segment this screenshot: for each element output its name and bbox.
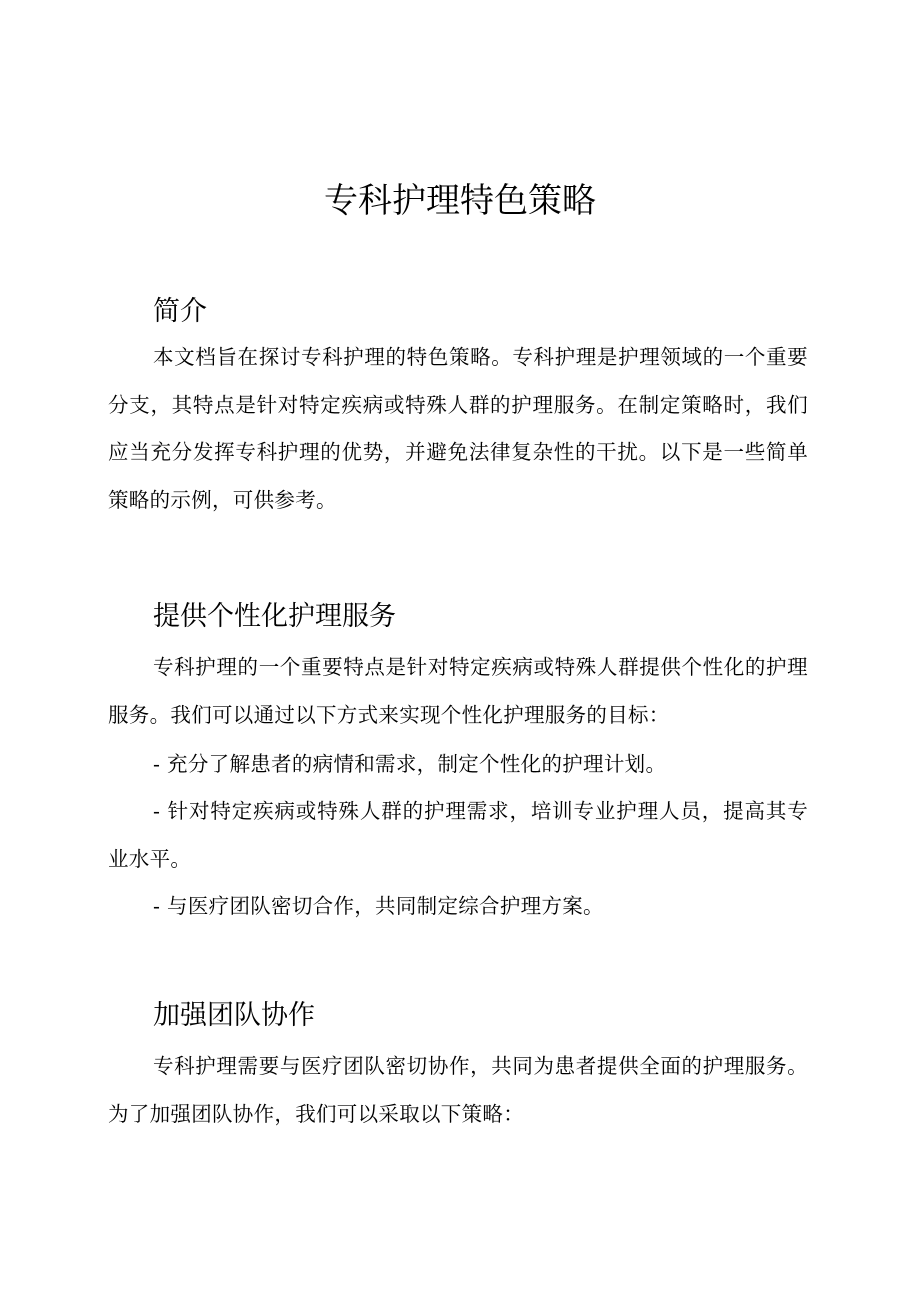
section-heading-personalized-care: 提供个性化护理服务 [153, 601, 396, 632]
personalized-care-paragraph: 专科护理的一个重要特点是针对特定疾病或特殊人群提供个性化的护理服务。我们可以通过以下方式来实现个性化护理服务的目标： [108, 655, 808, 727]
bullet-item-understand-needs: - 充分了解患者的病情和需求，制定个性化的护理计划。 [153, 752, 667, 776]
section-heading-intro: 简介 [153, 296, 207, 327]
intro-paragraph: 本文档旨在探讨专科护理的特色策略。专科护理是护理领域的一个重要分支，其特点是针对特定疾病或特殊人群的护理服务。在制定策略时，我们应当充分发挥专科护理的优势，并避免法律复杂性的干扰。以下是一些简单策略的示例，可供参考。 [108, 345, 808, 512]
bullet-item-train-staff: - 针对特定疾病或特殊人群的护理需求，培训专业护理人员，提高其专业水平。 [108, 799, 808, 871]
bullet-item-cooperate-team: - 与医疗团队密切合作，共同制定综合护理方案。 [153, 894, 604, 918]
document-title: 专科护理特色策略 [324, 181, 596, 221]
teamwork-paragraph: 专科护理需要与医疗团队密切协作，共同为患者提供全面的护理服务。为了加强团队协作，我们可以采取以下策略： [108, 1054, 808, 1126]
section-heading-teamwork: 加强团队协作 [153, 1000, 315, 1031]
